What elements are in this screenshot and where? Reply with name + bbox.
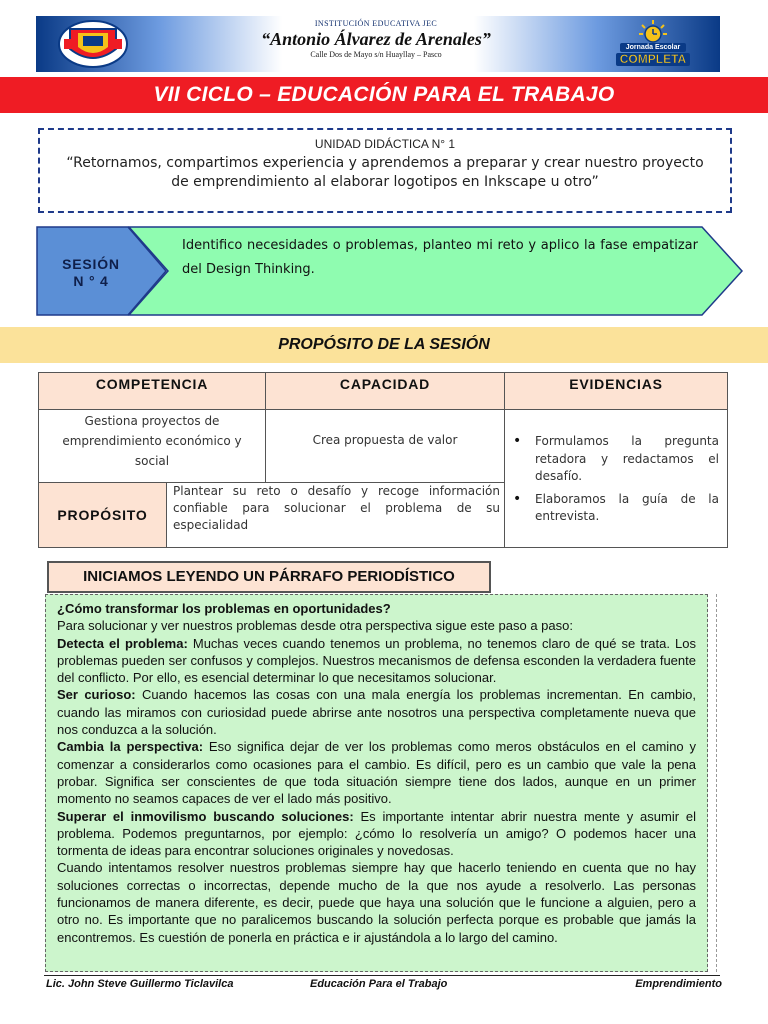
page-footer	[46, 978, 722, 994]
table-header-evidencias: EVIDENCIAS	[504, 372, 728, 410]
school-crest-logo	[56, 19, 130, 69]
sun-clock-icon	[638, 19, 668, 43]
institution-type: INSTITUCIÓN EDUCATIVA JEC	[314, 19, 438, 28]
school-name: “Antonio Álvarez de Arenales”	[261, 29, 491, 49]
reading-question: ¿Cómo transformar los problemas en oportunidades?	[57, 601, 391, 616]
evidencia-item: • Formulamos la pregunta retadora y redactamos el desafío.	[513, 433, 719, 486]
institution-header	[36, 16, 720, 72]
step-title: Cambia la perspectiva:	[57, 739, 204, 755]
proposito-heading: PROPÓSITO DE LA SESIÓN	[0, 327, 768, 363]
reading-step	[57, 808, 696, 860]
step-text: Eso significa dejar de ver los problemas como meros obstáculos en el camino y comenzar a considerarlos como ocasiones para el cambio. Es difícil, pero es un cambio que vale la pena probar. Significa ser conscientes de que toda situación siempre tiene dos lados, aunque en un primer momento no seamos capaces de ver el lado más positivo.	[57, 739, 696, 807]
reading-closing: Cuando intentamos resolver nuestros problemas siempre hay que hacerlo teniendo en cuenta que no hay soluciones correctas o incorrectas, depende mucho de la que nos ayude a resolverlo. Las personas funcionamos de manera diferente, es decir, puede que haya una solución que le funcione a alguien, pero a otro no. Es importante que no paralicemos buscando la solución perfecta porque es probable que jamás la encontremos. Es cuestión de ponerla en práctica e ir ajustándola a lo largo del camino.	[57, 860, 696, 945]
footer-area: Emprendimiento	[635, 978, 722, 990]
jec-badge	[614, 19, 692, 69]
proposito-text: Plantear su reto o desafío y recoge información confiable para solucionar el problema de su especialidad	[166, 482, 505, 548]
reading-heading: INICIAMOS LEYENDO UN PÁRRAFO PERIODÍSTICO	[47, 561, 491, 593]
reading-intro: Para solucionar y ver nuestros problemas desde otra perspectiva sigue este paso a paso:	[57, 618, 573, 634]
step-title: Detecta el problema:	[57, 635, 188, 651]
reading-passage	[45, 594, 708, 972]
step-title: Ser curioso:	[57, 687, 136, 703]
badge-line-2: COMPLETA	[616, 53, 690, 66]
footer-rule	[44, 975, 720, 976]
reading-step	[57, 686, 696, 738]
competencia-value: Gestiona proyectos de emprendimiento económico y social	[38, 409, 266, 483]
capacidad-value: Crea propuesta de valor	[265, 409, 505, 483]
page-title: VII CICLO – EDUCACIÓN PARA EL TRABAJO	[0, 77, 768, 113]
reading-step	[57, 738, 696, 807]
table-header-competencia: COMPETENCIA	[38, 372, 266, 410]
step-text: Cuando hacemos las cosas con una mala energía los problemas incrementan. En cambio, cuando las miramos con curiosidad puede abrirse ante nosotros una perspectiva completamente nueva que nos conduzca a la solución.	[57, 687, 696, 738]
step-text: Es importante intentar abrir nuestra mente y asumir el problema. Podemos preguntarnos, por ejemplo: ¿cómo lo resolvería un amigo? O podemos hacer una tormenta de ideas para encontrar soluciones originales y novedosas.	[57, 808, 696, 859]
unidad-label: UNIDAD DIDÁCTICA N° 1	[314, 137, 456, 151]
step-title: Superar el inmovilismo buscando soluciones:	[57, 808, 354, 824]
session-line-1: SESIÓN	[62, 256, 120, 272]
evidencia-item: • Elaboramos la guía de la entrevista.	[513, 491, 719, 526]
unidad-title: “Retornamos, compartimos experiencia y aprendemos a preparar y crear nuestro proyecto de emprendimiento al elaborar logotipos en Inkscape u otro”	[66, 155, 704, 190]
proposito-label: PROPÓSITO	[38, 482, 167, 548]
footer-course: Educación Para el Trabajo	[310, 978, 448, 990]
table-header-capacidad: CAPACIDAD	[265, 372, 505, 410]
badge-line-1: Jornada Escolar	[620, 43, 686, 52]
competency-table	[38, 372, 728, 548]
session-goal-text: Identifico necesidades o problemas, planteo mi reto y aplico la fase empatizar del Design Thinking.	[182, 238, 698, 277]
school-address: Calle Dos de Mayo s/n Huayllay – Pasco	[310, 50, 442, 59]
step-text: Muchas veces cuando tenemos un problema, no tenemos claro de qué se trata. Los problemas pueden ser confusos y complejos. Nuestros mecanismos de defensa esconden la verdadera fuente del conflicto. Por ello, es esencial determinar lo que necesitamos solucionar.	[57, 635, 696, 686]
session-number	[52, 256, 130, 290]
evidencias-list	[505, 433, 727, 526]
unidad-box	[38, 128, 732, 213]
footer-author: Lic. John Steve Guillermo Ticlavilca	[46, 978, 234, 990]
reading-step	[57, 635, 696, 687]
session-line-2: N ° 4	[73, 273, 109, 289]
evidencias-cell	[504, 409, 728, 548]
margin-guide-line	[716, 594, 717, 972]
